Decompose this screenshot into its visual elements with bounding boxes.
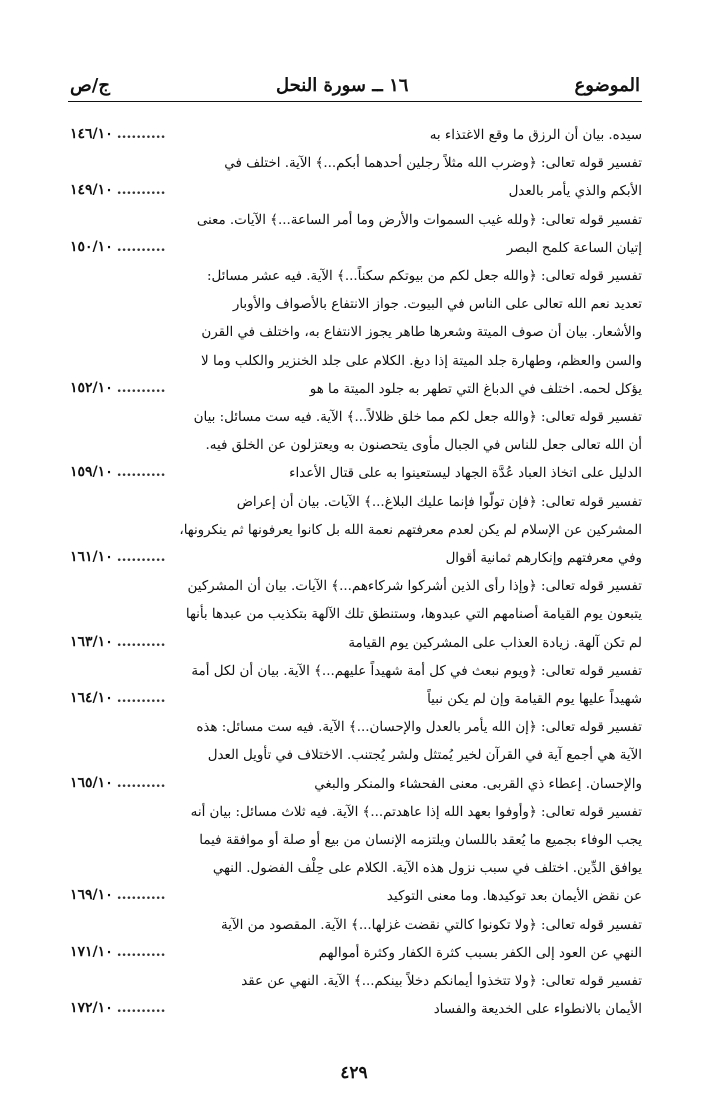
leader-dots: .......... xyxy=(116,126,166,142)
volume-page-reference: ١٧١/١٠ xyxy=(70,943,113,960)
entry-line: يجب الوفاء بجميع ما يُعقد باللسان ويلتزمه الإنسان من بيع أو صلة أو موافقة فيما xyxy=(199,833,642,849)
header-divider xyxy=(68,101,642,102)
entry-reference xyxy=(70,684,165,712)
entry-reference xyxy=(70,543,165,571)
entry-line: تفسير قوله تعالى: ﴿وأوفوا بعهد الله إذا عاهدتم...﴾ الآية. فيه ثلاث مسائل: بيان أنه xyxy=(190,804,642,820)
header-surah-title: ١٦ ــ سورة النحل xyxy=(276,75,409,96)
page-header xyxy=(70,62,640,96)
entry-line: الآية هي أجمع آية في القرآن لخير يُمتثل ولشر يُجتنب. الاختلاف في تأويل العدل xyxy=(207,748,642,764)
entry-line: سيده. بيان أن الرزق ما وقع الاغتذاء به xyxy=(429,128,642,143)
header-topic-label: الموضوع xyxy=(574,75,640,96)
entry-line: شهيداً عليها يوم القيامة وإن لم يكن نبياً xyxy=(427,692,642,708)
entry-line: تفسير قوله تعالى: ﴿والله جعل لكم من بيوتكم سكناً...﴾ الآية. فيه عشر مسائل: xyxy=(206,269,642,285)
entry-reference xyxy=(70,994,165,1022)
index-entry xyxy=(70,150,642,206)
index-entry xyxy=(70,799,642,912)
entry-line: تفسير قوله تعالى: ﴿ولا تكونوا كالتي نقضت غزلها...﴾ الآية. المقصود من الآية xyxy=(221,917,642,933)
volume-page-reference: ١٦٣/١٠ xyxy=(70,633,113,650)
entry-line: تعديد نعم الله تعالى على الناس في البيوت. جواز الانتفاع بالأصواف والأوبار xyxy=(232,297,642,313)
volume-page-reference: ١٦٩/١٠ xyxy=(70,887,113,904)
volume-page-reference: ١٥٠/١٠ xyxy=(70,238,113,255)
index-entry xyxy=(70,658,642,714)
volume-page-reference: ١٦١/١٠ xyxy=(70,549,113,566)
entry-line: أن الله تعالى جعل للناس في الجبال مأوى يتحصنون به ويعتزلون عن الخلق فيه. xyxy=(205,438,642,454)
leader-dots: .......... xyxy=(116,943,166,960)
volume-page-reference: ١٦٤/١٠ xyxy=(70,690,113,707)
entry-line: تفسير قوله تعالى: ﴿والله جعل لكم مما خلق ظلالاً...﴾ الآية. فيه ست مسائل: بيان xyxy=(193,410,642,426)
leader-dots: .......... xyxy=(116,464,166,481)
entry-line: الدليل على اتخاذ العباد عُدَّة الجهاد ليستعينوا به على قتال الأعداء xyxy=(289,466,642,482)
entry-line: تفسير قوله تعالى: ﴿ولا تتخذوا أيمانكم دخلاً بينكم...﴾ الآية. النهي عن عقد xyxy=(241,974,642,990)
entry-line: تفسير قوله تعالى: ﴿إن الله يأمر بالعدل والإحسان...﴾ الآية. فيه ست مسائل: هذه xyxy=(196,720,642,736)
entry-line: تفسير قوله تعالى: ﴿وإذا رأى الذين أشركوا شركاءهم...﴾ الآيات. بيان أن المشركين xyxy=(187,579,642,595)
leader-dots: .......... xyxy=(116,182,166,199)
index-entry xyxy=(70,573,642,658)
volume-page-reference: ١٥٩/١٠ xyxy=(70,464,113,481)
entry-line: والسن والعظم، وطهارة جلد الميتة إذا دبغ. الكلام على جلد الخنزير والكلب وما لا xyxy=(201,353,642,369)
entry-line: وفي معرفتهم وإنكارهم ثمانية أقوال xyxy=(445,551,642,567)
entry-line: الأبكم والذي يأمر بالعدل xyxy=(508,184,642,200)
index-entry xyxy=(70,122,642,150)
leader-dots: .......... xyxy=(116,549,166,566)
entry-reference xyxy=(70,769,165,797)
entry-line: المشركين عن الإسلام لم يكن لعدم معرفتهم نعمة الله بل كانوا يعرفونها ثم ينكرونها، xyxy=(179,522,642,538)
entry-line: عن نقض الأيمان بعد توكيدها. وما معنى التوكيد xyxy=(386,889,642,905)
entry-line: الأيمان بالانطواء على الخديعة والفساد xyxy=(433,1002,642,1018)
entry-line: يؤكل لحمه. اختلف في الدباغ التي تطهر به جلود الميتة ما هو xyxy=(309,381,642,397)
entry-line: تفسير قوله تعالى: ﴿فإن تولّوا فإنما عليك البلاغ...﴾ الآيات. بيان أن إعراض xyxy=(236,494,642,510)
entry-line: تفسير قوله تعالى: ﴿وضرب الله مثلاً رجلين أحدهما أبكم...﴾ الآية. اختلف في xyxy=(224,156,642,172)
index-entry xyxy=(70,912,642,968)
leader-dots: .......... xyxy=(116,238,166,255)
index-entries xyxy=(70,122,642,1025)
volume-page-reference: ١٧٢/١٠ xyxy=(70,1000,113,1017)
entry-line: يوافق الدِّين. اختلف في سبب نزول هذه الآية. الكلام على حِلْف الفضول. النهي xyxy=(212,861,642,877)
volume-page-reference: ١٤٩/١٠ xyxy=(70,182,113,199)
entry-reference xyxy=(70,938,165,966)
index-entry xyxy=(70,263,642,404)
volume-page-reference: ١٥٢/١٠ xyxy=(70,379,113,396)
entry-reference xyxy=(70,458,165,486)
leader-dots: .......... xyxy=(116,690,166,707)
entry-reference xyxy=(70,233,165,261)
page-number: ٤٢٩ xyxy=(340,1063,368,1083)
entry-line: النهي عن العود إلى الكفر بسبب كثرة الكفار وكثرة أموالهم xyxy=(318,945,642,961)
index-entry xyxy=(70,714,642,799)
leader-dots: .......... xyxy=(116,774,166,791)
leader-dots: .......... xyxy=(116,887,166,904)
index-entry xyxy=(70,968,642,1024)
index-entry xyxy=(70,207,642,263)
entry-reference xyxy=(70,176,165,204)
entry-reference xyxy=(70,881,165,909)
entry-line: إتيان الساعة كلمح البصر xyxy=(506,240,642,256)
volume-page-reference: ١٤٦/١٠ xyxy=(70,126,113,142)
volume-page-reference: ١٦٥/١٠ xyxy=(70,774,113,791)
entry-line: تفسير قوله تعالى: ﴿ويوم نبعث في كل أمة شهيداً عليهم...﴾ الآية. بيان أن لكل أمة xyxy=(191,663,642,679)
entry-line: لم تكن آلهة. زيادة العذاب على المشركين يوم القيامة xyxy=(348,635,642,651)
leader-dots: .......... xyxy=(116,1000,166,1017)
entry-reference xyxy=(70,120,165,148)
leader-dots: .......... xyxy=(116,379,166,396)
index-entry xyxy=(70,404,642,489)
entry-line: والإحسان. إعطاء ذي القربى. معنى الفحشاء والمنكر والبغي xyxy=(314,776,642,792)
index-entry xyxy=(70,489,642,574)
entry-line: يتبعون يوم القيامة أصنامهم التي عبدوها، وستنطق تلك الآلهة بتكذيب من عبدها بأنها xyxy=(185,607,642,623)
leader-dots: .......... xyxy=(116,633,166,650)
entry-reference xyxy=(70,628,165,656)
header-volume-page-label: ج/ص xyxy=(70,75,110,96)
entry-line: تفسير قوله تعالى: ﴿ولله غيب السموات والأرض وما أمر الساعة...﴾ الآيات. معنى xyxy=(196,212,642,228)
entry-reference xyxy=(70,374,165,402)
entry-line: والأشعار. بيان أن صوف الميتة وشعرها طاهر يجوز الانتفاع به، واختلف في القرن xyxy=(201,325,642,341)
